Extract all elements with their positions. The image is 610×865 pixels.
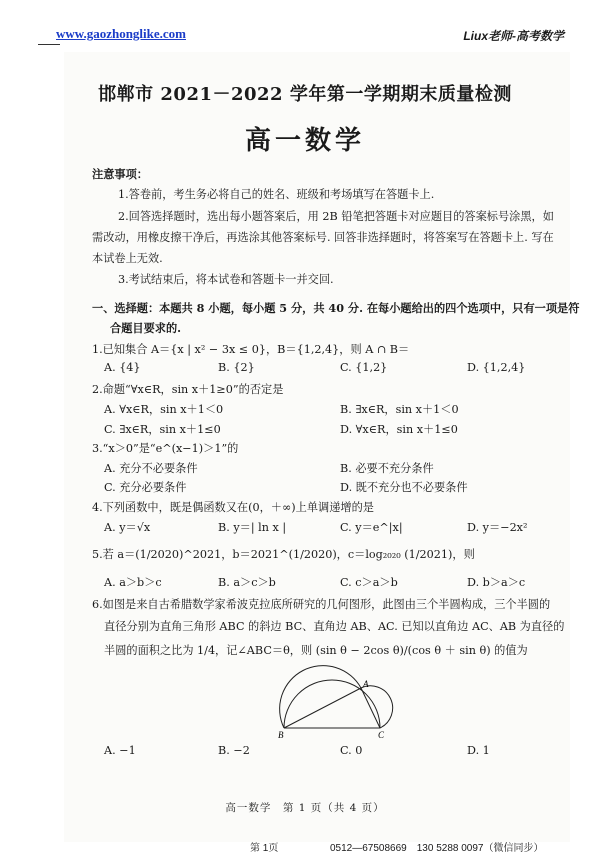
exam-title: 邯郸市 2021－2022 学年第一学期期末质量检测 [98, 84, 512, 105]
q6-option-a: A. −1 [104, 744, 136, 757]
header-right-label: Liux老师-高考数学 [463, 29, 564, 43]
point-label-c: C [378, 730, 385, 740]
q5-option-d: D. b＞a＞c [467, 576, 526, 589]
q3-option-b: B. 必要不充分条件 [340, 462, 434, 475]
q3-stem: 3.“x＞0”是“e^(x−1)＞1”的 [92, 442, 239, 455]
site-link[interactable]: www.gaozhonglike.com [56, 26, 186, 41]
q5-option-a: A. a＞b＞c [104, 576, 162, 589]
q3-option-c: C. 充分必要条件 [104, 481, 187, 494]
hippocrates-lune-figure [270, 660, 410, 740]
q2-option-d: D. ∀x∈R，sin x＋1≤0 [340, 423, 458, 436]
note-1: 1.答卷前，考生务必将自己的姓名、班级和考场填写在答题卡上. [118, 188, 435, 201]
section1-heading-line2: 合题目要求的. [110, 321, 182, 335]
notes-heading: 注意事项： [92, 167, 148, 181]
q1-stem: 1.已知集合 A＝{x | x² − 3x ≤ 0}，B＝{1,2,4}，则 A ∩ B＝ [92, 343, 410, 356]
q4-option-b: B. y＝| ln x | [218, 521, 287, 534]
note-3: 3.考试结束后，将本试卷和答题卡一并交回. [118, 273, 334, 286]
q5-option-b: B. a＞c＞b [218, 576, 276, 589]
q1-option-c: C. {1,2} [340, 361, 388, 374]
exam-subject: 高一数学 [244, 126, 365, 156]
q2-stem: 2.命题“∀x∈R，sin x＋1≥0”的否定是 [92, 383, 284, 396]
header-rule [38, 44, 60, 45]
note-2-line3: 本试卷上无效. [92, 252, 163, 265]
q6-line3: 半圆的面积之比为 1/4，记∠ABC＝θ，则 (sin θ − 2cos θ)/(cos θ ＋ sin θ) 的值为 [104, 644, 528, 657]
q3-option-d: D. 既不充分也不必要条件 [340, 481, 468, 494]
q2-option-b: B. ∃x∈R，sin x＋1＜0 [340, 403, 459, 416]
q6-option-b: B. −2 [218, 744, 250, 757]
q5-option-c: C. c＞a＞b [340, 576, 398, 589]
bottom-page-number: 第 1页 [250, 843, 279, 854]
section1-heading-line1: 一、选择题：本题共 8 小题，每小题 5 分，共 40 分. 在每小题给出的四个选项中，只有一项是符 [92, 301, 580, 315]
q4-option-d: D. y＝−2x² [467, 521, 528, 534]
q1-option-b: B. {2} [218, 361, 255, 374]
q2-option-c: C. ∃x∈R，sin x＋1≤0 [104, 423, 221, 436]
q4-option-c: C. y＝e^|x| [340, 521, 403, 534]
q4-option-a: A. y＝√x [104, 521, 151, 534]
q1-option-a: A. {4} [104, 361, 141, 374]
page-footer: 高一数学 第 1 页（共 4 页） [225, 802, 385, 814]
note-2-line2: 需改动，用橡皮擦干净后，再选涂其他答案标号. 回答非选择题时，将答案写在答题卡上. 写在 [92, 231, 554, 244]
q5-stem: 5.若 a＝(1/2020)^2021，b＝2021^(1/2020)，c＝log₂₀₂₀ (1/2021)，则 [92, 548, 475, 561]
q6-line1: 6.如图是来自古希腊数学家希波克拉底所研究的几何图形，此图由三个半圆构成，三个半圆的 [92, 598, 551, 611]
q4-stem: 4.下列函数中，既是偶函数又在(0，＋∞)上单调递增的是 [92, 501, 374, 514]
bottom-contact: 0512—67508669 130 5288 0097（微信同步） [330, 843, 544, 854]
q1-option-d: D. {1,2,4} [467, 361, 526, 374]
q6-option-c: C. 0 [340, 744, 363, 757]
q6-option-d: D. 1 [467, 744, 490, 757]
q6-line2: 直径分别为直角三角形 ABC 的斜边 BC、直角边 AB、AC. 已知以直角边 AC、AB 为直径的 [104, 620, 565, 633]
q3-option-a: A. 充分不必要条件 [104, 462, 198, 475]
note-2-line1: 2.回答选择题时，选出每小题答案后，用 2B 铅笔把答题卡对应题目的答案标号涂黑，如 [118, 210, 554, 223]
q2-option-a: A. ∀x∈R，sin x＋1＜0 [104, 403, 224, 416]
point-label-b: B [278, 730, 284, 740]
point-label-a: A [363, 679, 369, 689]
